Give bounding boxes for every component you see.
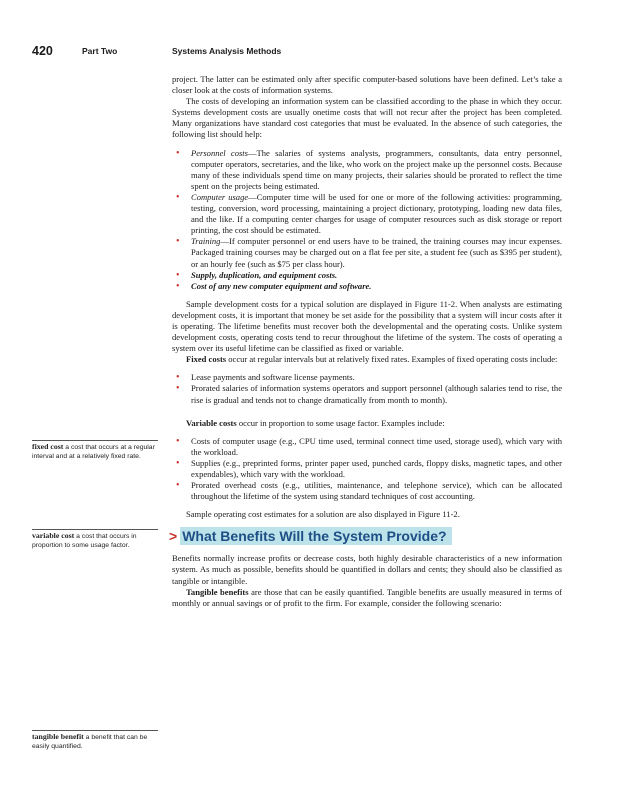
list-item [172, 148, 562, 192]
key-term: Tangible benefits [186, 586, 249, 597]
list-item-label: Personnel costs [191, 147, 248, 158]
list-item: • Costs of computer usage (e.g., CPU time used, terminal connect time used, storage used), which vary with the workload. [172, 436, 562, 458]
list-item-text: —The salaries of systems analysts, programmers, consultants, data entry personnel, computer operators, secretaries, and the like, who work on the project make up the personnel costs. Because many of these individuals spend time on many projects, their salaries should be prorated to reflect the time spent on the projects being estimated. [191, 147, 562, 191]
margin-definition: a cost that occurs at a regular interval and at a relatively fixed rate. [32, 444, 155, 460]
running-header [32, 44, 592, 60]
list-item-label: Cost of any new computer equipment and software. [191, 280, 372, 291]
list-item [172, 281, 562, 292]
margin-term: fixed cost [32, 442, 64, 451]
paragraph: Benefits normally increase profits or decrease costs, both highly desirable characteristics of a new information system. As much as possible, benefits should be quantified in dollars and cents; they should also be classified as tangible or intangible. [172, 553, 562, 586]
paragraph: The costs of developing an information system can be classified according to the phase in which they occur. Systems development costs are usually onetime costs that will not recur after the project has been completed. Many organizations have standard cost categories that must be evaluated. In the absence of such categories, the following list should help: [172, 96, 562, 140]
development-cost-list [172, 148, 562, 292]
variable-cost-list [172, 436, 562, 503]
margin-definition-variable-cost [32, 529, 158, 550]
part-label: Part Two [82, 46, 118, 56]
list-item-label: Computer usage [191, 191, 249, 202]
paragraph: Tangible benefits are those that can be easily quantified. Tangible benefits are usually measured in terms of monthly or annual savings or of profit to the firm. For example, consider the following scenario: [172, 586, 562, 608]
list-item-label: Supply, duplication, and equipment costs. [191, 269, 338, 280]
paragraph: Sample operating cost estimates for a solution are also displayed in Figure 11-2. [186, 509, 460, 520]
list-item [172, 270, 562, 281]
key-term: Variable costs [186, 417, 237, 428]
margin-term: tangible benefit [32, 732, 84, 741]
list-item-label: Training [191, 236, 221, 247]
section-title: Systems Analysis Methods [172, 46, 282, 56]
list-item: • Lease payments and software license payments. [172, 372, 562, 383]
paragraph: Sample development costs for a typical solution are displayed in Figure 11-2. When analysts are estimating development costs, it is important that money be set aside for the possibility that a system will incur costs after it is operating. The lifetime benefits must recover both the developmental and the operating costs. Unlike system development costs, operating costs tend to recur throughout the lifetime of the system. The costs of operating a system over its useful lifetime can be classified as fixed or variable. [172, 298, 562, 354]
list-item-text: —Computer time will be used for one or more of the following activities: programming, testing, conversion, word processing, maintaining a project dictionary, prototyping, loading new data files, and the like. If a computing center charges for usage of computer resources such as disk storage or report printing, the cost should be estimated. [191, 191, 563, 236]
margin-definition: a cost that occurs in proportion to some usage factor. [32, 533, 137, 549]
key-term: Fixed costs [186, 354, 227, 365]
page-number: 420 [32, 44, 53, 58]
margin-definition: a benefit that can be easily quantified. [32, 734, 148, 750]
section-heading [169, 528, 562, 545]
main-column [169, 74, 563, 609]
margin-term: variable cost [32, 531, 75, 540]
paragraph: project. The latter can be estimated only after specific computer-based solutions have been defined. Let’s take a closer look at the costs of information systems. [172, 74, 562, 96]
heading-text: What Benefits Will the System Provide? [180, 527, 451, 545]
list-item [172, 192, 562, 236]
list-item-text: —If computer personnel or end users have to be trained, the training courses may incur expenses. Packaged training courses may be charged out on a flat fee per site, a student fee (such as $395 per student), or an hourly fee (such as $75 per class hour). [191, 236, 562, 269]
paragraph: Fixed costs occur at regular intervals but at relatively fixed rates. Examples of fixed operating costs include: [186, 354, 558, 365]
margin-definition-tangible-benefit [32, 730, 158, 751]
fixed-cost-list [172, 372, 562, 405]
list-item: • Supplies (e.g., preprinted forms, printer paper used, punched cards, floppy disks, magnetic tapes, and other expendables), which vary with the workload. [172, 458, 562, 480]
list-item: • Prorated overhead costs (e.g., utilities, maintenance, and telephone service), which can be allocated throughout the lifetime of the system using standard techniques of cost accounting. [172, 480, 562, 502]
paragraph: Variable costs occur in proportion to some usage factor. Examples include: [186, 417, 445, 428]
heading-arrow-icon: > [169, 528, 178, 545]
list-item [172, 236, 562, 269]
list-item: • Prorated salaries of information systems operators and support personnel (although salaries tend to rise, the rise is gradual and tends not to change dramatically from month to month). [172, 383, 562, 405]
margin-definition-fixed-cost [32, 440, 158, 461]
